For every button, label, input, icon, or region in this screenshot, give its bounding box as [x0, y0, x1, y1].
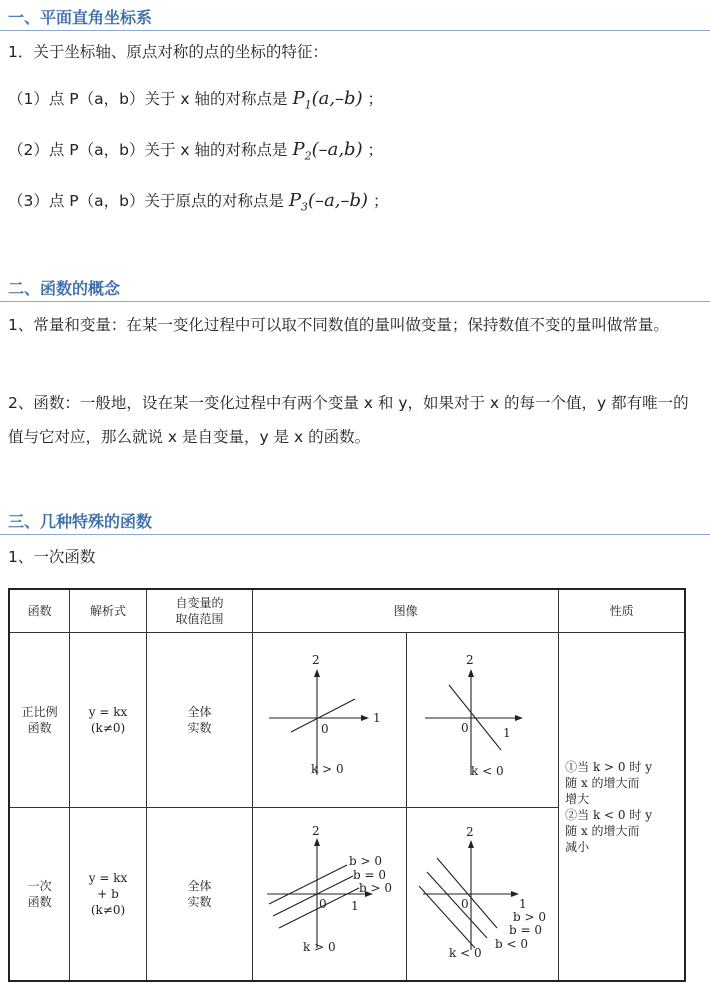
paragraph-constants-variables: 1、常量和变量：在某一变化过程中可以取不同数值的量叫做变量；保持数值不变的量叫做常量。 [8, 316, 669, 334]
origin-label: 0 [460, 721, 469, 735]
section-heading-coordinate-system: 一、平面直角坐标系 [8, 8, 153, 27]
y-axis-arrow [314, 669, 320, 677]
line-label-3: b > 0 [358, 881, 392, 895]
properties-cell [559, 633, 685, 982]
row2-domain-a: 全体 [187, 879, 212, 893]
row1-domain-b: 实数 [187, 721, 212, 735]
property-line: ①当 k > 0 时 y [565, 759, 652, 774]
row2-name [9, 808, 70, 982]
x-axis-arrow [511, 891, 519, 897]
y-tick-label: 2 [465, 653, 474, 667]
property-line: ②当 k < 0 时 y [565, 807, 652, 822]
y-tick-label: 2 [311, 824, 320, 838]
graph-cell-4 [407, 808, 559, 982]
x-tick-label: 1 [518, 897, 527, 911]
graph-caption: k > 0 [310, 762, 344, 776]
row2-formula [70, 808, 147, 982]
line-end: ； [373, 192, 389, 210]
line-label-2: b = 0 [352, 868, 386, 882]
function-table [8, 588, 686, 982]
line-label-3: b < 0 [494, 937, 528, 951]
section-divider [0, 301, 710, 302]
table-header-row [9, 589, 685, 633]
symmetry-text-1: （1）点 P（a，b）关于 x 轴的对称点是 [8, 90, 288, 108]
row1-formula-b: (k≠0) [90, 721, 126, 735]
symmetry-text-2: （2）点 P（a，b）关于 x 轴的对称点是 [8, 141, 288, 159]
paragraph-function-definition: 2、函数：一般地，设在某一变化过程中有两个变量 x 和 y，如果对于 x 的每一个值，y 都有唯一的值与它对应，那么就说 x 是自变量，y 是 x 的函数。 [8, 394, 689, 446]
graph-caption: k < 0 [448, 946, 482, 960]
symmetry-line-1 [8, 89, 383, 116]
graph-cell-3 [253, 808, 407, 982]
row2-formula-a: y = kx [88, 871, 128, 885]
line-end: ； [367, 90, 384, 108]
y-axis-arrow [314, 838, 320, 846]
origin-label: 0 [318, 897, 327, 911]
graph-linear-k-positive [255, 808, 405, 976]
row2-formula-b: + b [97, 887, 119, 901]
x-tick-label: 1 [372, 711, 381, 725]
line-label-1: b > 0 [512, 910, 546, 924]
y-tick-label: 2 [311, 653, 320, 667]
section-divider [0, 30, 710, 31]
header-domain [146, 589, 252, 633]
symmetry-point-2: $P_2(-a,b)$ [292, 139, 363, 163]
property-line: 随 x 的增大而 [565, 775, 640, 790]
row2-domain [146, 808, 252, 982]
line-label-2: b = 0 [508, 923, 542, 937]
x-axis-arrow [361, 715, 369, 721]
row1-formula-a: y = kx [88, 705, 128, 719]
y-tick-label: 2 [465, 825, 474, 839]
property-line: 减小 [565, 839, 590, 854]
graph-caption: k < 0 [470, 764, 504, 778]
row2-name-a: 一次 [27, 879, 52, 893]
row2-name-b: 函数 [27, 895, 52, 909]
symmetry-point-3: $P_3(-a,-b)$ [288, 190, 369, 214]
function-line-b-negative [419, 886, 475, 948]
graph-proportional-k-negative [409, 633, 557, 803]
row2-domain-b: 实数 [187, 895, 212, 909]
row1-name-b: 函数 [27, 721, 52, 735]
symmetry-point-1: $P_1(a,-b)$ [292, 88, 363, 112]
property-line: 随 x 的增大而 [565, 823, 640, 838]
graph-caption: k > 0 [302, 940, 336, 954]
graph-proportional-k-positive [255, 633, 405, 803]
line-label-1: b > 0 [348, 854, 382, 868]
row1-domain-a: 全体 [187, 705, 212, 719]
origin-label: 0 [320, 722, 329, 736]
graph-linear-k-negative [409, 808, 557, 976]
item-linear-function: 1、一次函数 [8, 548, 96, 566]
y-axis-arrow [468, 840, 474, 848]
header-properties: 性质 [559, 589, 685, 633]
row1-name-a: 正比例 [21, 705, 58, 719]
table-row-proportional [9, 633, 685, 808]
header-function: 函数 [9, 589, 70, 633]
section-heading-function-concept: 二、函数的概念 [8, 279, 121, 298]
header-graph: 图像 [253, 589, 559, 633]
section-heading-special-functions: 三、几种特殊的函数 [8, 512, 153, 531]
y-axis-arrow [468, 669, 474, 677]
graph-cell-2 [407, 633, 559, 808]
symmetry-line-2 [8, 140, 383, 167]
graph-cell-1 [253, 633, 407, 808]
symmetry-text-3: （3）点 P（a，b）关于原点的对称点是 [8, 192, 284, 210]
x-tick-label: 1 [502, 726, 511, 740]
symmetry-line-3 [8, 191, 389, 218]
row1-name [9, 633, 70, 808]
header-domain-line1: 自变量的 [175, 596, 224, 610]
x-axis-arrow [515, 715, 523, 721]
item-symmetry-title: 1．关于坐标轴、原点对称的点的坐标的特征： [8, 43, 328, 61]
header-domain-line2: 取值范围 [175, 612, 224, 626]
header-formula: 解析式 [70, 589, 147, 633]
section-divider [0, 534, 710, 535]
row1-domain [146, 633, 252, 808]
line-end: ； [367, 141, 384, 159]
property-line: 增大 [565, 791, 590, 806]
x-tick-label: 1 [350, 899, 359, 913]
row1-formula [70, 633, 147, 808]
origin-label: 0 [460, 897, 469, 911]
row2-formula-c: (k≠0) [90, 903, 126, 917]
